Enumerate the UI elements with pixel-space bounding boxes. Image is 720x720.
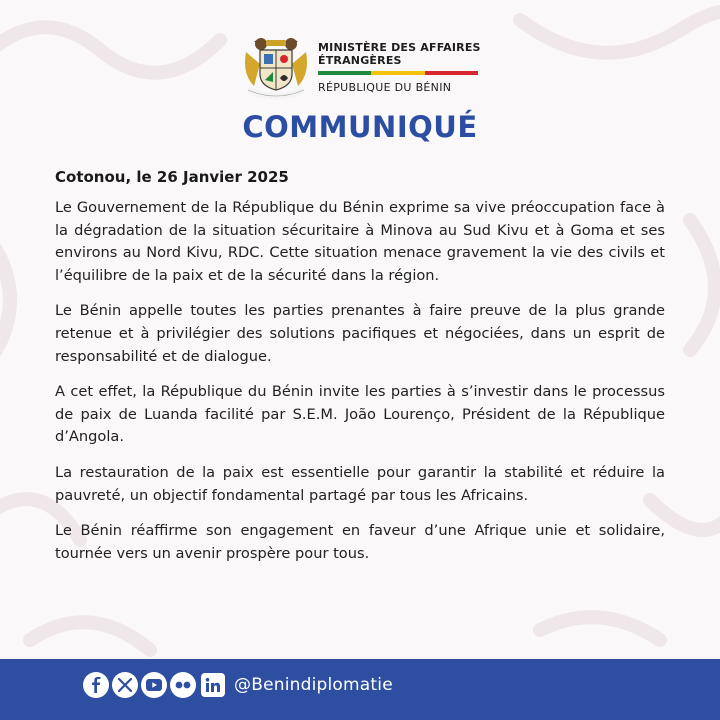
facebook-icon[interactable] (83, 672, 109, 698)
social-links (83, 672, 393, 698)
linkedin-icon[interactable] (201, 673, 225, 697)
paragraph: A cet effet, la République du Bénin invite les parties à s’investir dans le processus de paix de Luanda facilité par S.E.M. João Lourenço, Président de la République d’Angola. (55, 383, 665, 446)
paragraph: Le Gouvernement de la République du Bénin exprime sa vive préoccupation face à la dégradation de la situation sécuritaire à Minova au Sud Kivu et à Goma et ses environs au Nord Kivu, RDC. Cette situation menace gravement la vie des civils et l’équilibre de la paix et de la sécurité dans la région. (55, 199, 665, 284)
paragraph: Le Bénin appelle toutes les parties prenantes à faire preuve de la plus grande retenue et à privilégier des solutions pacifiques et négociées, dans un esprit de responsabilité et de dialogue. (55, 302, 665, 365)
youtube-icon[interactable] (141, 672, 167, 698)
page-title: COMMUNIQUÉ (242, 110, 478, 144)
social-handle[interactable]: @Benindiplomatie (234, 675, 393, 695)
ministry-block (318, 41, 488, 94)
benin-coat-of-arms-emblem (240, 34, 312, 102)
ministry-name-line2: ÉTRANGÈRES (318, 54, 402, 67)
dateline: Cotonou, le 26 Janvier 2025 (55, 168, 289, 186)
paragraph: Le Bénin réaffirme son engagement en faveur d’une Afrique unie et solidaire, tournée vers un avenir prospère pour tous. (55, 522, 665, 562)
benin-flag-stripe (318, 71, 478, 75)
ministry-header (0, 34, 720, 106)
ministry-name-line1: MINISTÈRE DES AFFAIRES (318, 41, 481, 54)
communique-body (55, 168, 665, 578)
social-footer (0, 659, 720, 720)
republic-name: RÉPUBLIQUE DU BÉNIN (318, 81, 452, 94)
x-icon[interactable] (112, 672, 138, 698)
paragraph: La restauration de la paix est essentielle pour garantir la stabilité et réduire la pauvreté, un objectif fondamental partagé par tous les Africains. (55, 463, 665, 504)
flickr-icon[interactable] (170, 672, 196, 698)
